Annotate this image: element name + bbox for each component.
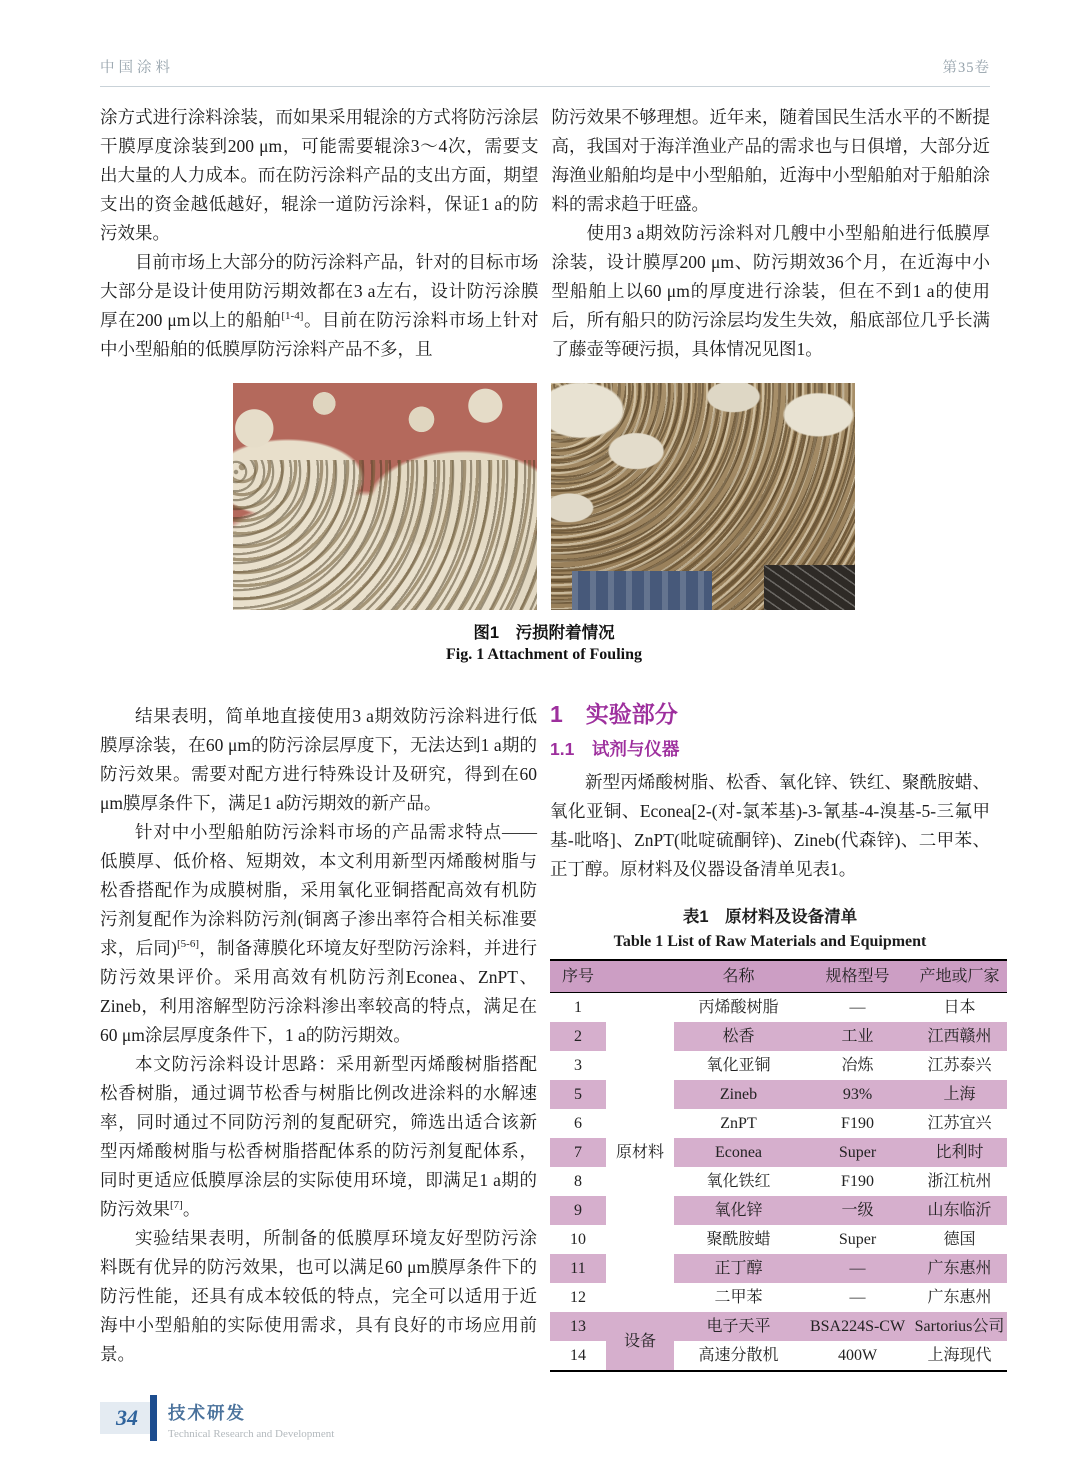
cell-origin: 比利时	[912, 1138, 1007, 1167]
cell-origin: 上海现代	[912, 1341, 1007, 1371]
cell-origin: 广东惠州	[927, 1289, 992, 1307]
cell-no: 3	[574, 1057, 582, 1075]
cell-spec: Super	[803, 1138, 912, 1167]
cell-category: 设备	[606, 1312, 674, 1371]
section-heading: 1 实验部分	[550, 701, 678, 727]
col-header-spec: 规格型号	[803, 960, 912, 993]
footer-column-title	[168, 1400, 334, 1440]
journal-name: 中国涂料	[100, 60, 174, 76]
cell-spec: 93%	[803, 1080, 912, 1109]
cell-origin: 上海	[912, 1080, 1007, 1109]
top-text-columns	[100, 103, 990, 364]
footer-title-zh: 技术研发	[168, 1403, 246, 1423]
cell-name: 松香	[674, 1022, 803, 1051]
right-column-top	[552, 103, 991, 364]
col-header-origin: 产地或厂家	[912, 960, 1007, 993]
table-body	[550, 993, 1007, 1372]
bottom-text-columns	[100, 701, 1005, 1372]
cell-spec: 工业	[803, 1022, 912, 1051]
cell-no: 5	[550, 1080, 606, 1109]
citation-ref: [5-6]	[177, 938, 199, 951]
cell-no: 14	[550, 1341, 606, 1371]
paragraph: 使用3 a期效防污涂料对几艘中小型船舶进行低膜厚涂装，设计膜厚200 μm、防污期效36个月，在近海中小型船舶上以60 μm的厚度进行涂装，但在不到1 a的使用后，所有船只的防污涂层均发生失效，船底部位几乎长满了藤壶等硬污损，具体情况见图1。	[551, 223, 990, 359]
cell-name: 聚酰胺蜡	[706, 1231, 771, 1249]
running-head	[100, 56, 990, 87]
figure-caption-zh: 图1 污损附着情况	[473, 624, 615, 642]
cell-no: 12	[570, 1289, 586, 1307]
cell-origin: Sartorius公司	[912, 1312, 1007, 1341]
cell-origin: 江西赣州	[912, 1022, 1007, 1051]
table-block	[550, 906, 1005, 1372]
section-intro	[550, 768, 990, 884]
figure-photos	[0, 383, 1088, 610]
cell-origin: 广东惠州	[912, 1254, 1007, 1283]
cell-no: 11	[550, 1254, 606, 1283]
page-number: 34	[100, 1402, 150, 1434]
materials-table	[550, 959, 1007, 1372]
paragraph: 目前市场上大部分的防污涂料产品，针对的目标市场大部分是设计使用防污期效都在3 a左右，设计防污涂膜厚在200 μm以上的船舶[1-4]。目前在防污涂料市场上针对中小型船舶的低膜厚防污涂料产品不多，且	[100, 252, 539, 359]
table-row	[550, 993, 1007, 1023]
cell-spec: —	[803, 1254, 912, 1283]
cell-spec: —	[849, 999, 866, 1017]
col-header-no: 序号	[550, 960, 606, 993]
citation-ref: [7]	[170, 1199, 183, 1212]
table-header	[550, 960, 1007, 993]
citation-ref: [1-4]	[281, 310, 304, 323]
cell-name: 高速分散机	[674, 1341, 803, 1371]
cell-origin: 山东临沂	[912, 1196, 1007, 1225]
table-title-en: Table 1 List of Raw Materials and Equipment	[613, 933, 927, 951]
paragraph: 涂方式进行涂料涂装，而如果采用辊涂的方式将防污涂层干膜厚度涂装到200 μm，可能需要辊涂3～4次，需要支出大量的人力成本。而在防污涂料产品的支出方面，期望支出的资金越低越好，辊涂一道防污涂料，保证1 a的防污效果。	[100, 107, 539, 243]
cell-spec: 400W	[803, 1341, 912, 1371]
cell-spec: 冶炼	[841, 1057, 874, 1075]
cell-no: 1	[574, 999, 582, 1017]
paragraph: 针对中小型船舶防污涂料市场的产品需求特点——低膜厚、低价格、短期效，本文利用新型丙烯酸树脂与松香搭配作为成膜树脂，采用氧化亚铜搭配高效有机防污剂复配作为涂料防污剂(铜离子渗出率符合相关标准要求，后同)[5-6]，制备薄膜化环境友好型防污涂料，并进行防污效果评价。采用高效有机防污剂Econea、ZnPT、Zineb，利用溶解型防污涂料渗出率较高的特点，满足在60 μm涂层厚度条件下，1 a的防污期效。	[100, 822, 538, 1045]
cell-name: Econea	[674, 1138, 803, 1167]
right-column-bottom	[550, 701, 1005, 1372]
left-column-top	[100, 103, 539, 364]
paragraph: 新型丙烯酸树脂、松香、氧化锌、铁红、聚酰胺蜡、氧化亚铜、Econea[2-(对-氯苯基)-3-氰基-4-溴基-5-三氟甲基-吡咯]、ZnPT(吡啶硫酮锌)、Zineb(代森锌)、二甲苯、正丁醇。原材料及仪器设备清单见表1。	[550, 772, 990, 880]
cell-name: 氧化亚铜	[706, 1057, 771, 1075]
paragraph: 本文防污涂料设计思路：采用新型丙烯酸树脂搭配松香树脂，通过调节松香与树脂比例改进涂料的水解速率，同时通过不同防污剂的复配研究，筛选出适合该新型丙烯酸树脂与松香树脂搭配体系的防污剂复配体系，同时更适应低膜厚涂层的实际使用环境，即满足1 a期的防污效果[7]。	[100, 1054, 537, 1219]
paragraph: 实验结果表明，所制备的低膜厚环境友好型防污涂料既有优异的防污效果，也可以满足60 μm膜厚条件下的防污性能，还具有成本较低的特点，完全可以适用于近海中小型船舶的实际使用需求，具有良好的市场应用前景。	[100, 1228, 537, 1364]
cell-name: 正丁醇	[674, 1254, 803, 1283]
cell-origin: 德国	[943, 1231, 976, 1249]
footer-title-en: Technical Research and Development	[168, 1428, 335, 1440]
cell-no: 7	[550, 1138, 606, 1167]
col-header-name: 名称	[674, 960, 803, 993]
cell-category: 原材料	[615, 1144, 664, 1162]
page-footer	[100, 1395, 334, 1441]
cell-name: 氧化铁红	[706, 1173, 771, 1191]
table-row	[550, 1312, 1007, 1341]
cell-name: 二甲苯	[714, 1289, 763, 1307]
cell-no: 6	[574, 1115, 582, 1133]
cell-name: 电子天平	[674, 1312, 803, 1341]
cell-name: 丙烯酸树脂	[698, 999, 779, 1017]
cell-spec: BSA224S-CW	[803, 1312, 912, 1341]
cell-name: ZnPT	[720, 1115, 757, 1133]
paragraph: 防污效果不够理想。近年来，随着国民生活水平的不断提高，我国对于海洋渔业产品的需求也与日俱增，大部分近海渔业船舶均是中小型船舶，近海中小型船舶对于船舶涂料的需求趋于旺盛。	[551, 107, 990, 214]
cell-name: 氧化锌	[674, 1196, 803, 1225]
cell-no: 2	[550, 1022, 606, 1051]
cell-no: 9	[550, 1196, 606, 1225]
left-column-bottom	[100, 702, 537, 1372]
cell-no: 8	[574, 1173, 582, 1191]
cell-origin: 江苏宜兴	[927, 1115, 992, 1133]
photo-dark-corner	[764, 565, 855, 610]
fouling-photo-right	[551, 383, 855, 610]
cell-spec: 一级	[803, 1196, 912, 1225]
cell-name: Zineb	[674, 1080, 803, 1109]
fouling-photo-left	[233, 383, 537, 610]
photo-blue-band	[572, 571, 712, 610]
cell-no: 10	[570, 1231, 586, 1249]
figure-caption-en: Fig. 1 Attachment of Fouling	[446, 646, 642, 663]
volume-number: 第35卷	[942, 60, 990, 76]
cell-spec: Super	[838, 1231, 877, 1249]
cell-spec: —	[849, 1289, 866, 1307]
subsection-heading: 1.1 试剂与仪器	[550, 739, 680, 760]
paragraph: 结果表明，简单地直接使用3 a期效防污涂料进行低膜厚涂装，在60 μm的防污涂层厚度下，无法达到1 a期的防污效果。需要对配方进行特殊设计及研究，得到在60 μm膜厚条件下，满足1 a防污期效的新产品。	[100, 706, 537, 813]
cell-spec: F190	[841, 1115, 874, 1133]
cell-origin: 日本	[943, 999, 976, 1017]
cell-origin: 浙江杭州	[927, 1173, 992, 1191]
figure-1	[0, 383, 1088, 664]
footer-bar	[150, 1395, 157, 1441]
col-header-cat	[606, 960, 674, 993]
cell-origin: 江苏泰兴	[927, 1057, 992, 1075]
photo-texture	[233, 460, 537, 610]
cell-no: 13	[550, 1312, 606, 1341]
cell-spec: F190	[841, 1173, 874, 1191]
table-title-zh: 表1 原材料及设备清单	[682, 908, 858, 927]
